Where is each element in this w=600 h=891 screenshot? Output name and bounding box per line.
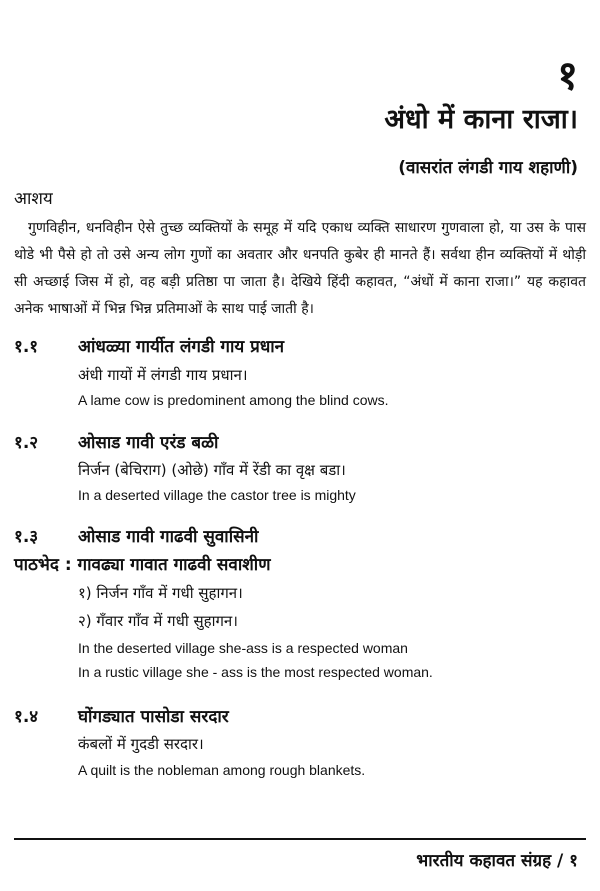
entry-number: १.४	[14, 707, 39, 727]
entry-hindi: कंबलों में गुदडी सरदार।	[78, 735, 204, 753]
entry-heading: ओसाड गावी गाढवी सुवासिनी	[78, 527, 259, 547]
entry-english: A quilt is the nobleman among rough blankets.	[78, 762, 366, 778]
entry-number: १.१	[14, 337, 39, 357]
intro-body: गुणविहीन, धनविहीन ऐसे तुच्छ व्यक्तियों के समूह में यदि एकाध व्यक्ति साधारण गुणवाला हो, या उस के पास थोडे भी पैसे हो तो उसे अन्य लोग गुणों का अवतार और धनपति कुबेर ही मानते हैं। सर्वथा हीन व्यक्तियों में थोड़ी सी अच्छाई जिस में हो, वह बड़ी प्रतिष्ठा पा जाता है। देखिये हिंदी कहावत, “अंधों में काना राजा।” यह कहावत अनेक भाषाओं में भिन्न भिन्न प्रतिमाओं के साथ पाई जाती है।	[14, 220, 586, 317]
intro-heading: आशय	[14, 189, 53, 209]
entry-heading: ओसाड गावी एरंड बळी	[78, 433, 219, 453]
entry-hindi: १) निर्जन गाँव में गधी सुहागन।	[78, 584, 243, 602]
entry-english: In a deserted village the castor tree is mighty	[78, 487, 356, 503]
entry-variant: पाठभेद : गावढ्या गावात गाढवी सवाशीण	[14, 555, 271, 575]
page-subtitle: (वासरांत लंगडी गाय शहाणी)	[398, 158, 578, 178]
entry-number: १.२	[14, 433, 39, 453]
entry-hindi: २) गँवार गाँव में गधी सुहागन।	[78, 612, 238, 630]
entry-english: In the deserted village she-ass is a respected woman	[78, 640, 408, 656]
footer-rule	[14, 838, 586, 840]
chapter-number: १	[557, 53, 578, 99]
page-footer: भारतीय कहावत संग्रह / १	[416, 851, 578, 871]
page-title: अंधो में काना राजा।	[384, 104, 578, 135]
entry-hindi: निर्जन (बेचिराग) (ओछे) गाँव में रेंडी का वृक्ष बडा।	[78, 461, 346, 479]
entry-heading: घोंगड्यात पासोडा सरदार	[78, 707, 229, 727]
entry-number: १.३	[14, 527, 39, 547]
entry-hindi: अंधी गायों में लंगडी गाय प्रधान।	[78, 366, 248, 384]
entry-heading: आंधळ्या गार्यीत लंगडी गाय प्रधान	[78, 337, 285, 357]
entry-english: In a rustic village she - ass is the most respected woman.	[78, 664, 433, 680]
entry-english: A lame cow is predominent among the blind cows.	[78, 392, 389, 408]
